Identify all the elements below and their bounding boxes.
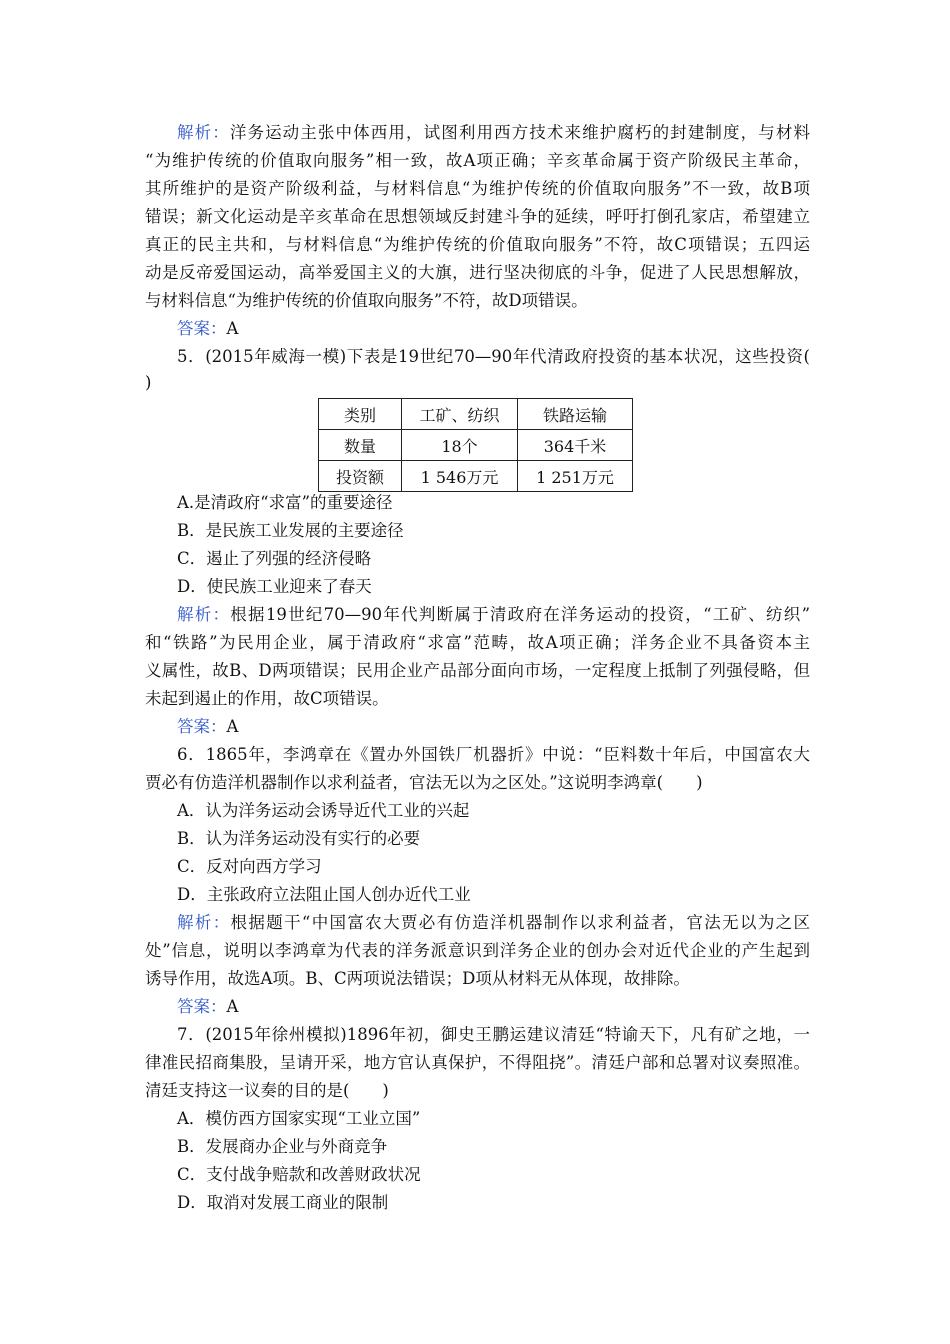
q5-answer bbox=[177, 716, 238, 738]
q7-stem-line-1: 7．(2015年徐州模拟)1896年初，御史王鹏运建议清廷“特谕天下，凡有矿之地，一 bbox=[177, 1025, 810, 1044]
q5-analysis-line-2: 和“铁路”为民用企业，属于清政府“求富”范畴，故A项正确；洋务企业不具备资本主 bbox=[145, 633, 810, 652]
analysis-label: 解析： bbox=[177, 605, 231, 624]
q5-analysis-line-4: 未起到遏止的作用，故C项错误。 bbox=[145, 689, 389, 708]
q6-analysis-line-1: 解析：根据题干“中国富农大贾必有仿造洋机器制作以求利益者，官法无以为之区 bbox=[177, 913, 811, 932]
q6-answer bbox=[177, 996, 238, 1018]
q4-answer bbox=[177, 318, 238, 340]
q4-analysis-line-6: 动是反帝爱国运动，高举爱国主义的大旗，进行坚决彻底的斗争，促进了人民思想解放， bbox=[145, 263, 810, 282]
q6-option-d: D．主张政府立法阻止国人创办近代工业 bbox=[177, 885, 471, 904]
q5-stem-line-2: ) bbox=[145, 373, 152, 392]
q7-stem-line-3: 清廷支持这一议奏的目的是( ) bbox=[145, 1081, 389, 1100]
q5-option-d: D．使民族工业迎来了春天 bbox=[177, 577, 372, 596]
q6-option-b: B．认为洋务运动没有实行的必要 bbox=[177, 829, 421, 848]
q5-option-b: B．是民族工业发展的主要途径 bbox=[177, 521, 404, 540]
analysis-label: 解析： bbox=[177, 913, 231, 932]
q6-stem-line-2: 贾必有仿造洋机器制作以求利益者，官法无以为之区处。”这说明李鸿章( ) bbox=[145, 773, 703, 792]
table-cell: 数量 bbox=[319, 430, 402, 461]
table-cell: 364千米 bbox=[518, 430, 633, 461]
answer-label: 答案： bbox=[177, 319, 227, 338]
q4-analysis-line-5: 真正的民主共和，与材料信息“为维护传统的价值取向服务”不符，故C项错误；五四运 bbox=[145, 235, 810, 254]
q6-option-a: A．认为洋务运动会诱导近代工业的兴起 bbox=[177, 801, 470, 820]
q4-analysis-line-1: 解析：洋务运动主张中体西用，试图利用西方技术来维护腐朽的封建制度，与材料 bbox=[177, 123, 811, 142]
answer-label: 答案： bbox=[177, 717, 227, 736]
q7-option-d: D．取消对发展工商业的限制 bbox=[177, 1193, 389, 1212]
q6-stem-line-1: 6．1865年，李鸿章在《置办外国铁厂机器折》中说：“臣料数十年后，中国富农大 bbox=[177, 745, 810, 764]
q6-option-c: C．反对向西方学习 bbox=[177, 857, 322, 876]
q5-analysis-line-1: 解析：根据19世纪70—90年代判断属于清政府在洋务运动的投资，“工矿、纺织” bbox=[177, 605, 811, 624]
answer-value: A bbox=[226, 997, 239, 1016]
answer-value: A bbox=[226, 717, 239, 736]
answer-label: 答案： bbox=[177, 997, 227, 1016]
answer-value: A bbox=[226, 319, 239, 338]
q4-analysis-line-4: 错误；新文化运动是辛亥革命在思想领域反封建斗争的延续，呼吁打倒孔家店，希望建立 bbox=[145, 207, 810, 226]
table-header-cell: 工矿、纺织 bbox=[402, 399, 518, 430]
table-header-row bbox=[319, 399, 633, 430]
table-header-cell: 铁路运输 bbox=[518, 399, 633, 430]
table-cell: 投资额 bbox=[319, 461, 402, 492]
q6-analysis-line-2: 处”信息，说明以李鸿章为代表的洋务派意识到洋务企业的创办会对近代企业的产生起到 bbox=[145, 941, 810, 960]
q4-analysis-line-2: “为维护传统的价值取向服务”相一致，故A项正确；辛亥革命属于资产阶级民主革命， bbox=[145, 151, 810, 170]
q4-analysis-line-7: 与材料信息“为维护传统的价值取向服务”不符，故D项错误。 bbox=[145, 291, 588, 310]
analysis-label: 解析： bbox=[177, 123, 230, 142]
q7-stem-line-2: 律准民招商集股，呈请开采，地方官认真保护，不得阻挠”。清廷户部和总署对议奏照准。 bbox=[145, 1053, 810, 1072]
q5-stem-line-1: 5．(2015年威海一模)下表是19世纪70—90年代清政府投资的基本状况，这些投资( bbox=[177, 347, 810, 366]
table-cell: 1 251万元 bbox=[518, 461, 633, 492]
q5-analysis-line-3: 义属性，故B、D两项错误；民用企业产品部分面向市场，一定程度上抵制了列强侵略，但 bbox=[145, 661, 810, 680]
table-row bbox=[319, 430, 633, 461]
q4-analysis-line-3: 其所维护的是资产阶级利益，与材料信息“为维护传统的价值取向服务”不一致，故B项 bbox=[145, 179, 810, 198]
q5-investment-table bbox=[318, 398, 633, 492]
q5-option-a: A.是清政府“求富”的重要途径 bbox=[177, 493, 393, 512]
table-row bbox=[319, 461, 633, 492]
table-header-cell: 类别 bbox=[319, 399, 402, 430]
q5-option-c: C．遏止了列强的经济侵略 bbox=[177, 549, 372, 568]
q6-analysis-line-3: 诱导作用，故选A项。B、C两项说法错误；D项从材料无从体现，故排除。 bbox=[145, 969, 690, 988]
q7-option-c: C．支付战争赔款和改善财政状况 bbox=[177, 1165, 421, 1184]
q7-option-a: A．模仿西方国家实现“工业立国” bbox=[177, 1109, 421, 1128]
table-cell: 18个 bbox=[402, 430, 518, 461]
table-cell: 1 546万元 bbox=[402, 461, 518, 492]
q7-option-b: B．发展商办企业与外商竞争 bbox=[177, 1137, 388, 1156]
